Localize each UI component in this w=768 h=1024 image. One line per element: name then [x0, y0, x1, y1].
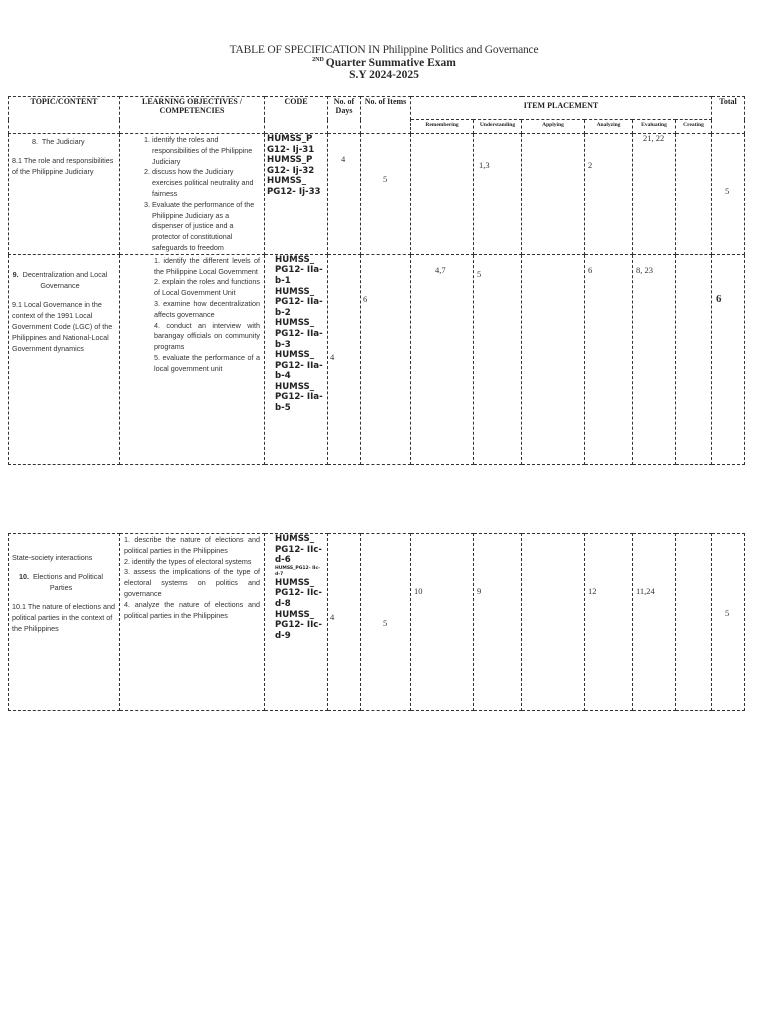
- header-code: CODE: [265, 97, 328, 134]
- objectives-cell: [120, 134, 265, 255]
- remembering-value: 10: [414, 586, 423, 596]
- understanding-cell: [474, 134, 522, 255]
- days-cell: [328, 254, 361, 464]
- competency-code: HUMSS_P G12- Ij-32: [267, 155, 315, 176]
- understanding-cell: [474, 254, 522, 464]
- header-understanding: Understanding: [474, 120, 522, 134]
- evaluating-value: 21, 22: [643, 133, 665, 143]
- competency-code: HUMSS_ PG12- IIc-d-6: [275, 534, 322, 566]
- topic-title-text: The Judiciary: [41, 137, 85, 146]
- objective-item: 4. conduct an interview with barangay officials on community programs: [154, 320, 260, 352]
- specification-table: [8, 96, 745, 465]
- total-value: 6: [716, 292, 722, 305]
- applying-cell: [522, 134, 585, 255]
- topic-cell: [9, 254, 120, 464]
- items-value: 5: [383, 618, 388, 628]
- table-row: [9, 254, 745, 464]
- header-objectives: LEARNING OBJECTIVES / COMPETENCIES: [120, 97, 265, 134]
- objective-item: 1. identify the roles and responsibilities of the Philippine Judiciary: [152, 135, 260, 167]
- items-cell: [361, 534, 411, 711]
- competency-code: HUMSS_ PG12- IIc-d-9: [275, 609, 322, 641]
- objective-item: 1. describe the nature of elections and political parties in the Philippines: [124, 535, 260, 555]
- competency-code: HUMSS_ PG12- IIc-d-8: [275, 577, 322, 609]
- objectives-cell: [120, 534, 265, 711]
- days-value: 4: [341, 154, 346, 164]
- creating-cell: [676, 134, 712, 255]
- topic-number: 8.: [32, 137, 38, 146]
- days-value: 4: [330, 351, 335, 362]
- table-row: [9, 534, 745, 711]
- header-remembering: Remembering: [411, 120, 474, 134]
- days-value: 4: [330, 612, 335, 622]
- objective-item: 3. examine how decentralization affects governance: [154, 298, 260, 319]
- topic-title: [12, 563, 116, 593]
- competency-code: HUMSS_ PG12- Ij-33: [267, 176, 321, 197]
- code-cell: [265, 254, 328, 464]
- remembering-value: 4,7: [435, 264, 446, 275]
- objective-item: 3. Evaluate the performance of the Philippine Judiciary as a dispenser of justice and a protector of constitutional safeguards to freedom: [152, 200, 260, 254]
- evaluating-cell: [633, 134, 676, 255]
- creating-cell: [676, 254, 712, 464]
- competency-code: HUMSS_ PG12- IIa-b-4: [275, 350, 323, 382]
- topic-subtopic: 10.1 The nature of elections and political parties in the context of the Philippines: [12, 602, 115, 633]
- evaluating-value: 11,24: [636, 586, 655, 596]
- header-creating: Creating: [676, 120, 712, 134]
- objective-item: 4. analyze the nature of elections and political parties in the Philippines: [124, 599, 260, 620]
- applying-cell: [522, 534, 585, 711]
- quarter-superscript: 2ND: [312, 57, 324, 63]
- specification-table-continued: [8, 533, 745, 711]
- header-item-placement: ITEM PLACEMENT: [411, 97, 712, 120]
- analyzing-value: 12: [588, 586, 597, 596]
- header-evaluating: Evaluating: [633, 120, 676, 134]
- school-year: S.Y 2024-2025: [349, 69, 419, 81]
- objective-item: 1. identify the different levels of the Philippine Local Government: [154, 255, 260, 276]
- total-value: 5: [725, 186, 730, 196]
- competency-code: HUMSS_P G12- Ij-31: [267, 134, 315, 155]
- objectives-cell: [120, 254, 265, 464]
- topic-number: 9.: [12, 269, 19, 279]
- document-title: TABLE OF SPECIFICATION IN Philippine Politics and Governance: [229, 44, 539, 56]
- competency-code-small: HUMSS_PG12- IIc-d-7: [275, 565, 320, 577]
- creating-cell: [676, 534, 712, 711]
- competency-code: HUMSS_ PG12- IIa-b-5: [275, 381, 323, 414]
- header-items: No. of Items: [361, 97, 411, 134]
- topic-subtopic: 9.1 Local Governance in the context of the 1991 Local Government Code (LGC) of the Philippines and National-Local Government dynamics: [12, 299, 113, 353]
- topic-pre: State-society interactions: [12, 553, 93, 562]
- total-cell: [712, 254, 745, 464]
- remembering-cell: [411, 534, 474, 711]
- analyzing-cell: [585, 254, 633, 464]
- objective-item: 2. explain the roles and functions of Local Government Unit: [154, 277, 260, 298]
- remembering-cell: [411, 254, 474, 464]
- header-total: Total: [712, 97, 745, 134]
- understanding-value: 5: [477, 268, 482, 279]
- table-row: [9, 134, 745, 255]
- items-value: 6: [363, 293, 368, 304]
- items-value: 5: [383, 174, 388, 184]
- objective-item: 3. assess the implications of the type of electoral systems on politics and governance: [124, 567, 260, 598]
- items-cell: [361, 134, 411, 255]
- total-value: 5: [725, 608, 730, 618]
- header-applying: Applying: [522, 120, 585, 134]
- total-cell: [712, 534, 745, 711]
- topic-cell: [9, 134, 120, 255]
- topic-title-text: Elections and Political Parties: [33, 572, 103, 592]
- topic-title: [12, 136, 116, 147]
- analyzing-value: 6: [588, 264, 593, 275]
- topic-subtopic: 8.1 The role and responsibilities of the Philippine Judiciary: [12, 156, 114, 176]
- exam-title-text: Quarter Summative Exam: [325, 57, 456, 69]
- code-cell: [265, 534, 328, 711]
- header-days: No. of Days: [328, 97, 361, 134]
- understanding-value: 9: [477, 586, 482, 596]
- understanding-cell: [474, 534, 522, 711]
- objective-item: 2. discuss how the Judiciary exercises political neutrality and fairness: [152, 167, 260, 199]
- understanding-value: 1,3: [479, 160, 490, 170]
- exam-title: [0, 57, 768, 69]
- topic-title-text: Decentralization and Local Governance: [22, 269, 108, 290]
- analyzing-cell: [585, 134, 633, 255]
- code-cell: [265, 134, 328, 255]
- competency-code: HUMSS_ PG12- IIa-b-2: [275, 286, 323, 318]
- topic-number: 10.: [19, 572, 30, 581]
- evaluating-value: 8, 23: [636, 264, 653, 275]
- competency-code: HUMSS_ PG12- IIa-b-3: [275, 318, 323, 350]
- header-analyzing: Analyzing: [585, 120, 633, 134]
- topic-cell: [9, 534, 120, 711]
- topic-title: [12, 257, 116, 291]
- competency-code: HUMSS_ PG12- IIa-b-1: [275, 254, 323, 286]
- items-cell: [361, 254, 411, 464]
- remembering-cell: [411, 134, 474, 255]
- objective-item: 5. evaluate the performance of a local government unit: [154, 352, 260, 373]
- applying-cell: [522, 254, 585, 464]
- document-title-block: [0, 44, 768, 81]
- objective-item: 2. identify the types of electoral systems: [124, 556, 252, 566]
- analyzing-value: 2: [588, 160, 593, 170]
- evaluating-cell: [633, 254, 676, 464]
- evaluating-cell: [633, 534, 676, 711]
- days-cell: [328, 134, 361, 255]
- days-cell: [328, 534, 361, 711]
- analyzing-cell: [585, 534, 633, 711]
- header-topic: TOPIC/CONTENT: [9, 97, 120, 134]
- total-cell: [712, 134, 745, 255]
